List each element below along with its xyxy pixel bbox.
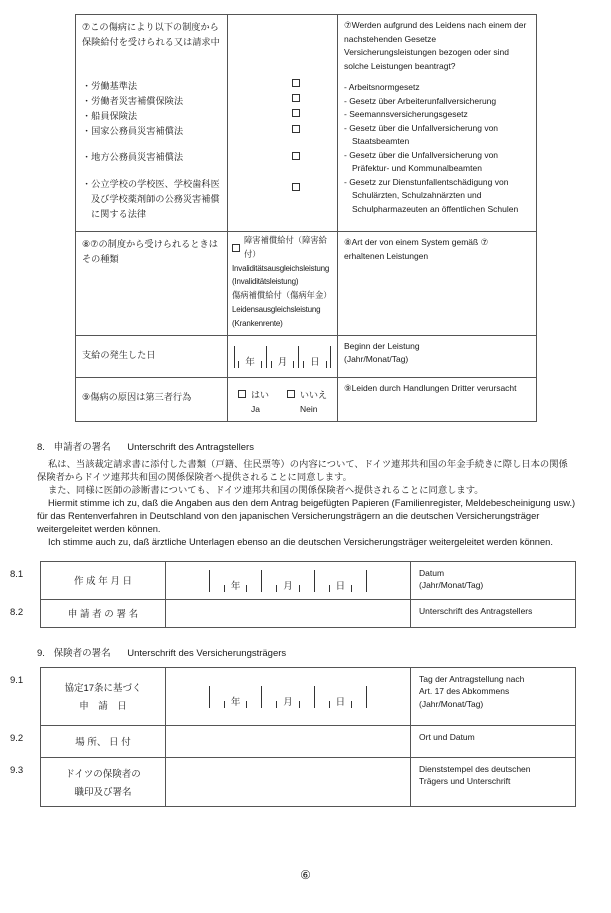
month-label: 月 [283, 581, 293, 593]
row7-question-de: ⑦Werden aufgrund des Leidens nach einem der nachstehenden Gesetze Versicherungsleistungen bezogen oder sind solche Leistungen beantragt? [344, 20, 527, 71]
law-item-jp: ・公立学校の学校医、学校歯科医及び学校薬剤師の公務災害補償に関する法律 [82, 179, 220, 219]
de-line: Ort und Datum [419, 731, 475, 742]
application-date-label-de [411, 668, 575, 725]
month-label: 月 [283, 697, 293, 709]
row-number: 9.2 [10, 732, 24, 744]
year-label: 年 [230, 697, 241, 709]
day-label: 日 [335, 581, 346, 593]
row8-question-jp: ⑧⑦の制度から受けられるときはその種類 [76, 232, 228, 335]
application-date-label-line: 申 請 日 [79, 701, 127, 713]
law-item-jp: ・地方公務員災害補償法 [82, 152, 184, 162]
row7-right-cell [338, 15, 536, 231]
table-row [10, 600, 575, 627]
de-line: (Jahr/Monat/Tag) [419, 698, 484, 709]
consent-paragraph-de: Ich stimme auch zu, daß ärztliche Unterlagen ebenso an die deutschen Versicherungsträger weitergeleitet werden können. [48, 536, 553, 547]
option1-label-de: (Invaliditätsleistung) [232, 277, 299, 287]
row9-question-de: ⑨Leiden durch Handlungen Dritter verursacht [344, 382, 517, 393]
checkbox-public-school-staff[interactable] [292, 183, 300, 191]
document-date-cell [166, 562, 411, 599]
checkbox-no[interactable] [287, 390, 295, 398]
benefit-systems-table [75, 14, 537, 422]
stamp-label-line: 職印及び署名 [74, 786, 132, 798]
law-checkbox-stack [292, 79, 333, 198]
row-benefit-type [76, 232, 536, 336]
row8-options-cell [228, 232, 338, 335]
document-date-label-text: 作 成 年 月 日 [73, 576, 133, 588]
checkbox-workers-accident-insurance[interactable] [292, 94, 300, 102]
row-third-party-cause [76, 378, 536, 421]
application-date-label-line: 協定17条に基づく [64, 683, 142, 695]
checkbox-seamen-insurance[interactable] [292, 109, 300, 117]
month-label: 月 [277, 357, 288, 369]
section-8-title-de: Unterschrift des Antragstellers [127, 441, 254, 453]
place-date-label [41, 726, 166, 757]
table-row [10, 758, 575, 806]
application-date-field[interactable] [209, 684, 367, 708]
section-9-title-de: Unterschrift des Versicherungsträgers [127, 647, 287, 659]
applicant-signature-label-text: 申 請 者 の 署 名 [67, 609, 139, 621]
option1-label-de: Invaliditätsausgleichsleistung [232, 263, 330, 273]
consent-paragraph-jp: また、同様に医師の診断書についても、ドイツ連邦共和国の関係保険者へ提供されることに同意します。 [48, 484, 484, 495]
payment-start-date-field[interactable] [234, 344, 332, 368]
row7-checkbox-cell [228, 15, 338, 231]
place-date-field[interactable] [166, 726, 411, 757]
place-date-label-text: 場 所、 日 付 [75, 737, 131, 749]
de-line: Unterschrift des Antragstellers [419, 605, 533, 616]
day-label: 日 [335, 697, 346, 709]
row7-left-cell [76, 15, 228, 231]
checkbox-labor-standards-act[interactable] [292, 79, 300, 87]
row-payment-start-date [76, 336, 536, 378]
de-line: Art. 17 des Abkommens [419, 686, 510, 697]
law-item-jp: ・国家公務員災害補償法 [82, 126, 184, 136]
option1-label-jp: 障害補償給付（障害給付） [244, 235, 327, 259]
stamp-label-line: ドイツの保険者の [65, 768, 141, 780]
law-item-jp: ・船員保険法 [82, 111, 138, 121]
de-line: Tag der Antragstellung nach [419, 673, 525, 684]
law-item-de: - Gesetz über die Unfallversicherung von Staatsbeamten [344, 122, 499, 146]
row9-question-jp: ⑨傷病の原因は第三者行為 [76, 378, 228, 421]
no-label-de: Nein [300, 403, 318, 414]
de-line: (Jahr/Monat/Tag) [419, 580, 484, 591]
table-row [10, 668, 575, 726]
law-item-de: - Arbeitsnormgesetz [344, 82, 420, 92]
law-item-jp: ・労働者災害補償保険法 [82, 96, 184, 106]
table-row [10, 726, 575, 758]
section-8-number: 8. [37, 441, 45, 453]
applicant-signature-field[interactable] [166, 600, 411, 627]
consent-paragraph-de: Hiermit stimme ich zu, daß die Angaben aus den dem Antrag beigefügten Papieren (Familienregister, Meldebescheinigung usw.) für das Rentenverfahren in Deutschland von den japanischen Versicherungsträgern an die deutschen Versicherungsträger weitergeleitet werden können. [37, 497, 576, 534]
german-insurer-stamp-field[interactable] [166, 758, 411, 806]
year-label: 年 [245, 357, 255, 369]
section-8-heading [37, 439, 611, 453]
consent-paragraph-jp: 私は、当該裁定請求書に添付した書類（戸籍、住民票等）の内容について、ドイツ連邦共和国の年金手続きに際し日本の関係保険者からドイツ連邦共和国の関係保険者へ提供されることに同意します。 [37, 458, 568, 482]
row-number: 9.3 [10, 764, 24, 776]
payment-date-label-de [338, 336, 536, 377]
german-insurer-stamp-label [41, 758, 166, 806]
table-row [10, 562, 575, 600]
checkbox-invalidity-benefit[interactable] [232, 244, 240, 252]
document-date-label-de [411, 562, 575, 599]
law-item-de: - Gesetz über die Unfallversicherung von Präfektur- und Kommunalbeamten [344, 149, 499, 173]
german-insurer-stamp-label-de [411, 758, 575, 806]
applicant-signature-label-de [411, 600, 575, 627]
applicant-signature-label [41, 600, 166, 627]
application-date-label [41, 668, 166, 725]
row9-yesno-cell [228, 378, 338, 421]
option2-label-de: Leidensausgleichsleistung [232, 304, 321, 314]
law-item-de: - Seemannsversicherungsgesetz [344, 109, 468, 119]
row7-question-jp: ⑦この傷病により以下の制度から保険給付を受けられる又は請求中 [82, 22, 220, 47]
payment-date-label-jp: 支給の発生した日 [76, 336, 228, 377]
section-9-heading [37, 645, 611, 659]
application-date-cell [166, 668, 411, 725]
payment-date-de-line: Beginn der Leistung [344, 340, 420, 351]
day-label: 日 [310, 357, 320, 369]
row-number: 8.1 [10, 568, 24, 580]
checkbox-local-civil-servants[interactable] [292, 152, 300, 160]
checkbox-yes[interactable] [238, 390, 246, 398]
law-item-de: - Gesetz über Arbeiterunfallversicherung [344, 95, 497, 106]
place-date-label-de [411, 726, 575, 757]
law-item-de: - Gesetz zur Dienstunfallentschädigung von Schulärzten, Schulzahnärzten und Schulpharmazeuten an öffentlichen Schulen [344, 176, 519, 214]
document-date-field[interactable] [209, 568, 367, 592]
consent-statement [37, 458, 577, 549]
insurer-signature-table [10, 667, 576, 807]
payment-date-de-line: (Jahr/Monat/Tag) [344, 354, 409, 365]
de-line: Datum [419, 567, 445, 578]
applicant-signature-table [10, 561, 576, 628]
year-label: 年 [230, 581, 241, 593]
law-item-jp: ・労働基準法 [82, 81, 138, 91]
section-8-title-jp: 申請者の署名 [53, 441, 111, 453]
option2-label-jp: 傷病補償給付（傷病年金） [232, 290, 332, 301]
row-number: 9.1 [10, 674, 24, 686]
de-line: Trägers und Unterschrift [419, 776, 511, 787]
section-9-title-jp: 保険者の署名 [53, 647, 111, 659]
option2-label-de: (Krankenrente) [232, 318, 283, 328]
section-9-number: 9. [37, 647, 45, 659]
row8-question-de: ⑧Art der von einem System gemäß ⑦ erhaltenen Leistungen [344, 237, 489, 261]
page-number: ⑥ [300, 868, 311, 882]
no-label-jp: いいえ [300, 389, 328, 400]
yes-label-jp: はい [251, 389, 270, 400]
payment-date-cell [228, 336, 338, 377]
checkbox-national-civil-servants[interactable] [292, 125, 300, 133]
de-line: Dienststempel des deutschen [419, 763, 531, 774]
document-date-label [41, 562, 166, 599]
row-number: 8.2 [10, 606, 24, 618]
yes-label-de: Ja [251, 403, 260, 414]
row-benefit-systems [76, 15, 536, 232]
